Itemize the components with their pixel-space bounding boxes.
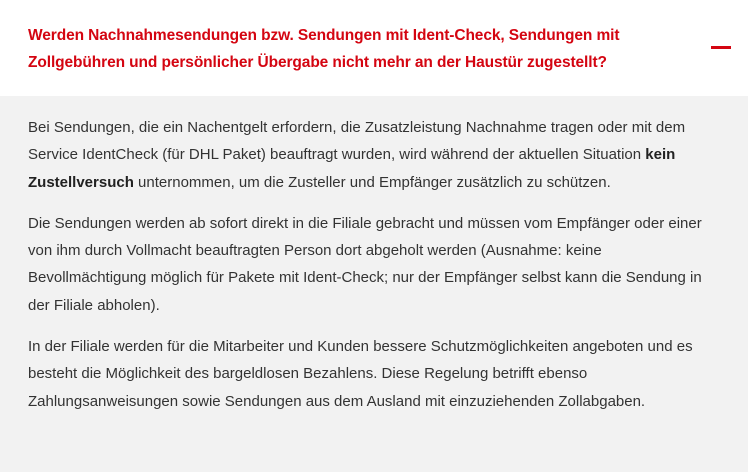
answer-bold-text: kein Zustellversuch — [28, 146, 676, 191]
answer-paragraph-3: In der Filiale werden für die Mitarbeiter und Kunden bessere Schutzmöglichkeiten angeboten und es besteht die Möglichkeit des bargeldlosen Bezahlens. Diese Regelung betrifft ebenso Zahlungsanweisungen sowie Sendungen aus dem Ausland mit einzuziehenden Zollabgaben. — [28, 338, 693, 410]
faq-question-toggle[interactable] — [0, 0, 748, 96]
answer-paragraph-2: Die Sendungen werden ab sofort direkt in die Filiale gebracht und müssen vom Empfänger oder einer von ihm durch Vollmacht beauftragten Person dort abgeholt werden (Ausnahme: keine Bevollmächtigung möglich für Pakete mit Ident-Check; nur der Empfänger selbst kann die Sendung in der Filiale abholen). — [28, 214, 702, 314]
faq-answer — [0, 96, 748, 472]
answer-paragraph-1-text-before: Bei Sendungen, die ein Nachentgelt erfordern, die Zusatzleistung Nachnahme tragen oder mit dem Service IdentCheck (für DHL Paket) beauftragt wurden, wird während der aktuellen Situation — [28, 119, 686, 164]
answer-paragraph-1 — [28, 114, 708, 196]
answer-paragraph-1-text-after: unternommen, um die Zusteller und Empfänger zusätzlich zu schützen. — [133, 173, 611, 191]
faq-question[interactable]: Werden Nachnahmesendungen bzw. Sendungen mit Ident-Check, Sendungen mit Zollgebühren und persönlicher Übergabe nicht mehr an der Haustür zugestellt? — [28, 27, 620, 71]
minus-icon[interactable] — [711, 46, 731, 49]
